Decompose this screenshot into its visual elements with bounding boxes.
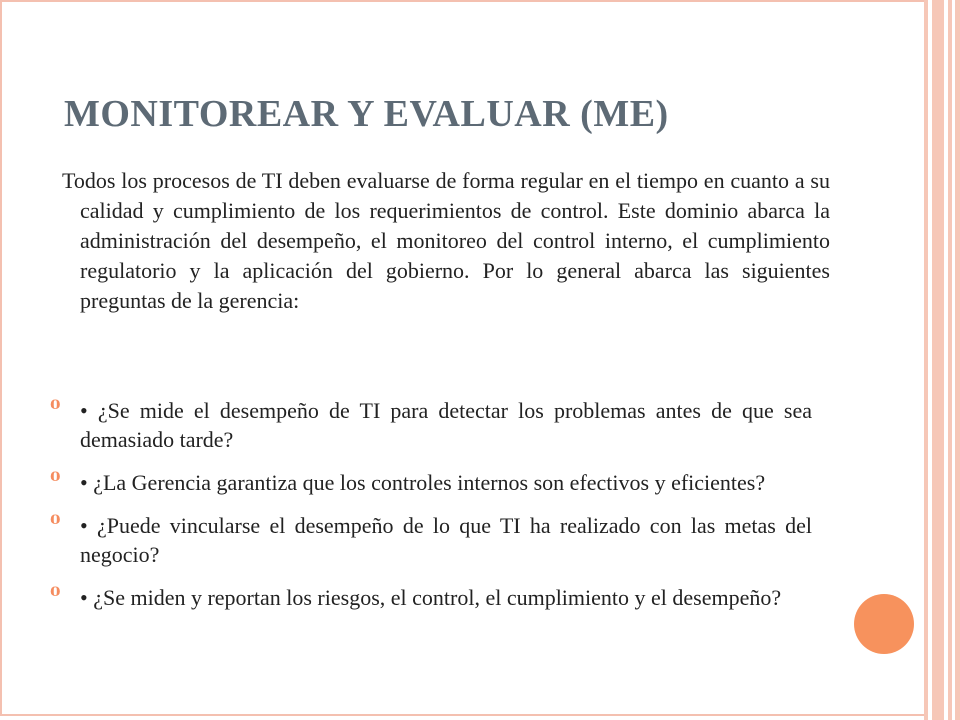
list-item-text: • ¿Se miden y reportan los riesgos, el control, el cumplimiento y el desempeño? <box>80 585 782 610</box>
intro-paragraph: Todos los procesos de TI deben evaluarse de forma regular en el tiempo en cuanto a su calidad y cumplimiento de los requerimientos de control. Este dominio abarca la administración del desempeño, el monitoreo del control interno, el cumplimiento regulatorio y la aplicación del gobierno. Por lo general abarca las siguientes preguntas de la gerencia: <box>62 168 830 313</box>
bullet-icon: ⁰ <box>50 397 61 423</box>
list-item <box>50 511 812 569</box>
decorative-bar <box>955 0 960 720</box>
list-item <box>50 396 812 454</box>
list-item <box>50 583 812 612</box>
list-item <box>50 468 812 497</box>
bullet-icon: ⁰ <box>50 512 61 538</box>
decorative-side-bars <box>924 0 960 720</box>
list-item-text: • ¿La Gerencia garantiza que los controles internos son efectivos y eficientes? <box>80 470 766 495</box>
slide-title: MONITOREAR Y EVALUAR (ME) <box>64 93 669 135</box>
decorative-bar <box>932 0 944 720</box>
bullet-icon: ⁰ <box>50 469 61 495</box>
list-item-text: • ¿Puede vincularse el desempeño de lo que TI ha realizado con las metas del negocio? <box>80 513 812 567</box>
list-item-text: • ¿Se mide el desempeño de TI para detectar los problemas antes de que sea demasiado tarde? <box>80 398 812 452</box>
decorative-circle <box>854 594 914 654</box>
question-list <box>50 396 812 626</box>
decorative-bar <box>924 0 928 720</box>
decorative-bar <box>948 0 952 720</box>
bullet-icon: ⁰ <box>50 584 61 610</box>
